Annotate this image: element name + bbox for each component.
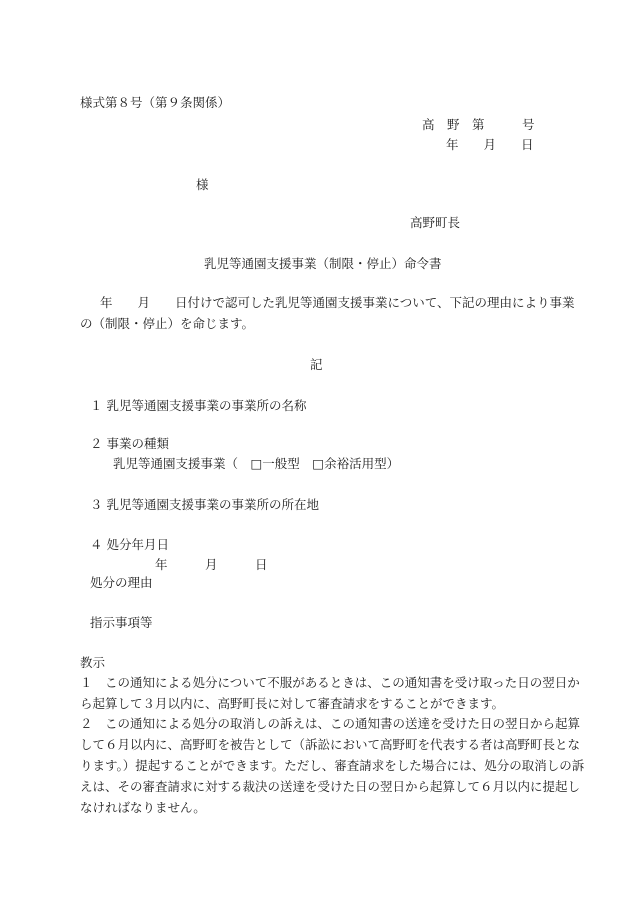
- document-title: 乳児等通園支援事業（制限・停止）命令書: [204, 256, 442, 271]
- addressee: 様: [196, 177, 209, 192]
- reason-label: 処分の理由: [90, 575, 153, 590]
- form-id: 様式第８号（第９条関係）: [80, 95, 231, 110]
- item-4-date: 年 月 日: [155, 557, 268, 572]
- notice-line: して６月以内に、高野町を被告として（訴訟において高野町を代表する者は高野町長とな: [80, 737, 581, 752]
- ki-heading: 記: [310, 357, 323, 372]
- notice-line: えは、その審査請求に対する裁決の送達を受けた日の翌日から起算して６月以内に提起し: [80, 779, 581, 794]
- item-1: １ 乳児等通園支援事業の事業所の名称: [90, 398, 307, 413]
- notice-line: ら起算して３月以内に、高野町長に対して審査請求をすることができます。: [80, 696, 505, 711]
- document-date: 年 月 日: [446, 137, 534, 152]
- notice-line: ります。）提起することができます。ただし、審査請求をした場合には、処分の取消しの訴: [80, 758, 585, 773]
- body-line: の（制限・停止）を命じます。: [80, 316, 255, 331]
- item-2-detail: 乳児等通園支援事業（ □一般型 □余裕活用型）: [113, 456, 400, 471]
- body-line: 年 月 日付けで認可した乳児等通園支援事業について、下記の理由により事業: [100, 295, 575, 310]
- item-3: ３ 乳児等通園支援事業の事業所の所在地: [90, 497, 319, 512]
- item-4: ４ 処分年月日: [90, 537, 169, 552]
- instructions-label: 指示事項等: [90, 615, 153, 630]
- item-2: ２ 事業の種類: [90, 436, 169, 451]
- notice-line: １ この通知による処分について不服があるときは、この通知書を受け取った日の翌日か: [80, 675, 580, 690]
- issuer: 高野町長: [410, 215, 461, 230]
- document-number: 高 野 第 号: [422, 117, 535, 132]
- notice-heading: 教示: [80, 655, 106, 670]
- notice-line: ２ この通知による処分の取消しの訴えは、この通知書の送達を受けた日の翌日から起算: [80, 716, 581, 731]
- notice-line: なければなりません。: [80, 800, 206, 815]
